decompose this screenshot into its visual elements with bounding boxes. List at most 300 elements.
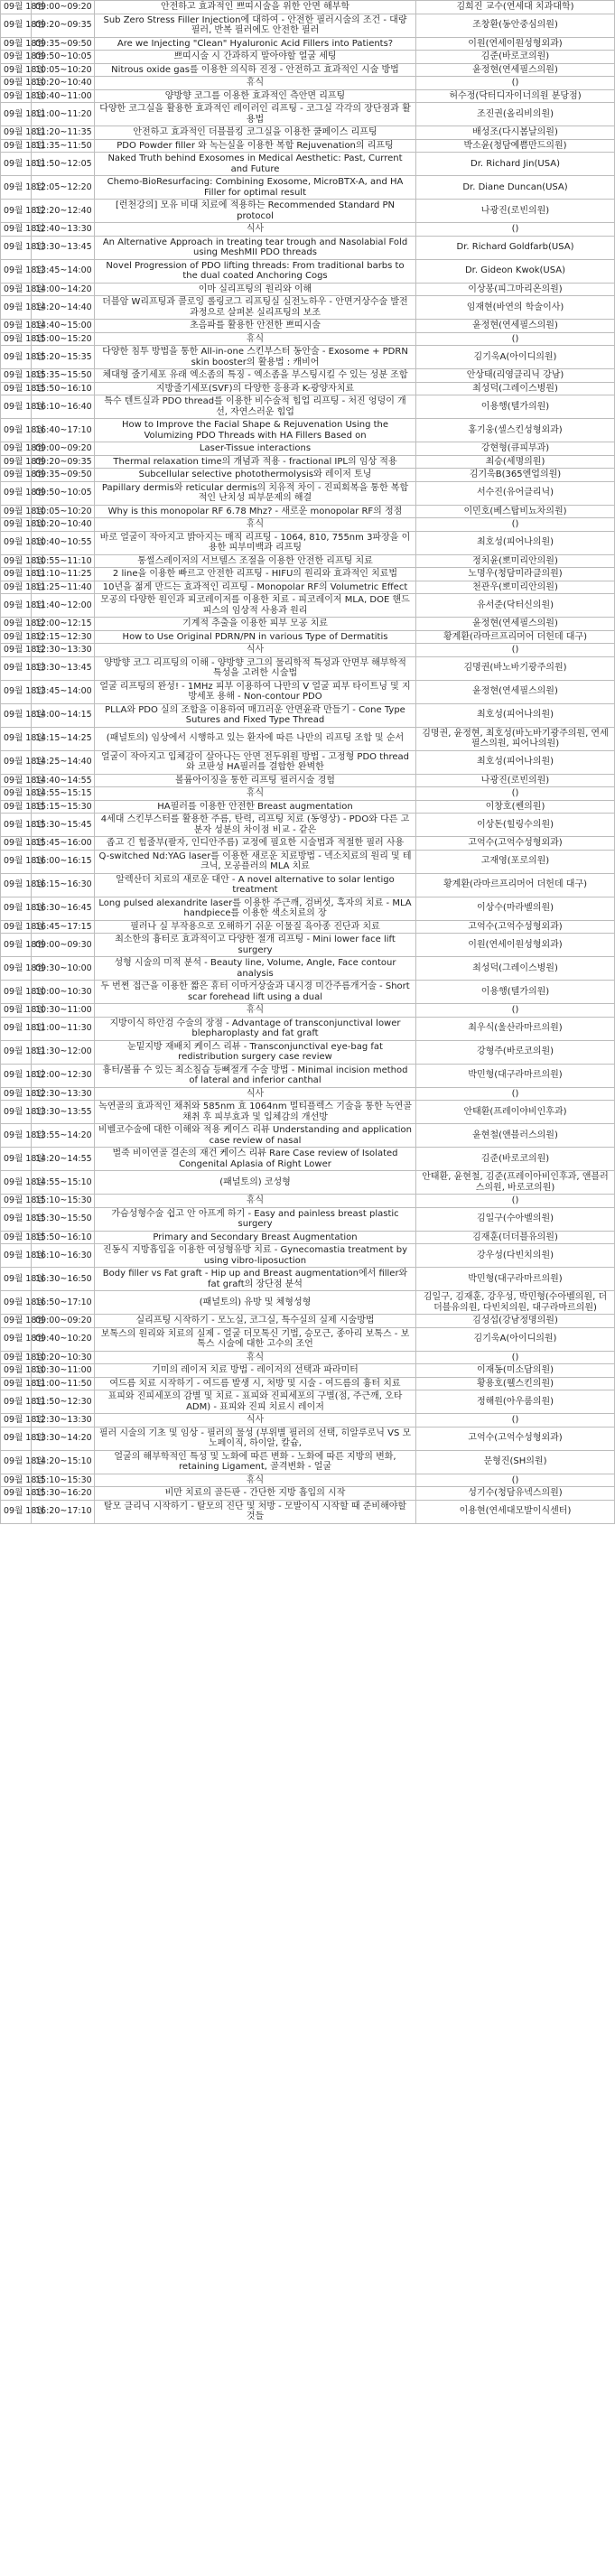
session-speaker: 김명권, 윤정현, 최호성(바노바기광주의원, 연세필스의원, 피어나의원) [416, 727, 615, 750]
schedule-row [1, 89, 615, 103]
session-speaker: 김기욱A(아이디의원) [416, 1327, 615, 1351]
session-speaker: () [416, 332, 615, 346]
schedule-row [1, 14, 615, 37]
session-topic: 가슴성형수술 쉽고 안 아프게 하기 - Easy and painless breast plastic surgery [95, 1207, 416, 1231]
session-time: 09:30~10:00 [32, 957, 95, 981]
session-topic: 안전하고 효과적인 쁘띠시술을 위한 안면 해부학 [95, 1, 416, 14]
session-topic: 다양한 침투 방법을 통한 All-in-one 스킨부스터 동안술 - Exosome + PDRN skin booster의 활용법 : 캐비어 [95, 346, 416, 369]
session-time: 15:10~15:30 [32, 1195, 95, 1208]
session-time: 16:40~17:10 [32, 419, 95, 442]
schedule-row [1, 283, 615, 296]
session-speaker: 유서준(닥터신의원) [416, 594, 615, 618]
schedule-row [1, 1377, 615, 1390]
session-topic: 벌죽 비이연골 결손의 재건 케이스 리뷰 Rare Case review of Isolated Congenital Aplasia of Right Lower [95, 1148, 416, 1171]
session-time: 14:20~14:40 [32, 296, 95, 320]
session-speaker: 최호성(피어나의원) [416, 703, 615, 727]
session-topic: 다양한 코그실을 활용한 효과적인 레이러인 리프팅 - 코그실 각각의 장단점과 활용법 [95, 103, 416, 126]
session-speaker: () [416, 1414, 615, 1427]
session-topic: 안전하고 효과적인 더블블킹 코그실을 이용한 쿨페이스 리프팅 [95, 126, 416, 140]
session-speaker: 박민형(대구라마르의원) [416, 1268, 615, 1291]
session-speaker: 김준(바로코의원) [416, 1148, 615, 1171]
session-speaker: 윤정현(연세필스의원) [416, 680, 615, 703]
session-speaker: 천관우(뽀미리안의원) [416, 581, 615, 594]
session-topic: Body filler vs Fat graft - Hip up and Breast augmentation에서 filler와 fat graft의 장단점 분석 [95, 1268, 416, 1291]
session-date: 09월 18일 [1, 680, 32, 703]
session-date: 09월 18일 [1, 1195, 32, 1208]
session-speaker: 김준(바로코의원) [416, 51, 615, 64]
session-date: 09월 18일 [1, 630, 32, 644]
schedule-row [1, 1124, 615, 1148]
schedule-row [1, 1390, 615, 1414]
schedule-row [1, 518, 615, 532]
session-topic: Papillary dermis와 reticular dermis의 치유적 차이 - 진피회복을 통한 복합적인 난치성 피부문제의 해결 [95, 481, 416, 505]
session-topic: 체대형 줄기세포 유래 엑소좀의 특징 - 엑소좀을 부스팅시킬 수 있는 성분 조합 [95, 369, 416, 383]
session-time: 09:20~09:35 [32, 14, 95, 37]
session-date: 09월 18일 [1, 200, 32, 223]
session-topic: 바로 얼굴이 작아지고 밝아지는 매직 리프팅 - 1064, 810, 755nm 3파장을 이용한 피부미백과 리프팅 [95, 531, 416, 554]
session-time: 11:00~11:50 [32, 1377, 95, 1390]
session-speaker: 강현형(큐피부과) [416, 442, 615, 456]
session-speaker: 황계환(라마르프리머어 더헌데 대구) [416, 873, 615, 897]
schedule-row [1, 873, 615, 897]
session-speaker: 배성조(다시봄날의원) [416, 126, 615, 140]
schedule-row [1, 77, 615, 90]
session-speaker: 고억수(고억수성형외과) [416, 1427, 615, 1450]
session-speaker: 강형주(바로코의원) [416, 1040, 615, 1064]
session-time: 09:40~10:20 [32, 1327, 95, 1351]
session-date: 09월 18일 [1, 920, 32, 934]
session-topic: 통썰스레이저의 서브텔스 조절을 이용한 안전한 리프팅 치료 [95, 554, 416, 568]
session-speaker: () [416, 1474, 615, 1487]
session-date: 09월 18일 [1, 814, 32, 837]
session-topic: 기미의 레이저 치료 방법 - 레이저의 선택과 파라미터 [95, 1364, 416, 1378]
schedule-row [1, 1231, 615, 1244]
session-date: 09월 18일 [1, 1291, 32, 1315]
session-topic: 양방향 코그 리프팅의 이해 - 양방향 코그의 물리학적 특성과 안면부 해부학적 특성을 고려한 시술법 [95, 656, 416, 680]
session-speaker: 강우성(다빈치의원) [416, 1244, 615, 1268]
session-speaker: 고억수(고억수성형외과) [416, 920, 615, 934]
session-date: 09월 18일 [1, 1004, 32, 1018]
session-date: 09월 18일 [1, 395, 32, 419]
session-date: 09월 18일 [1, 296, 32, 320]
session-time: 11:20~11:35 [32, 126, 95, 140]
schedule-row [1, 897, 615, 920]
session-time: 11:50~12:30 [32, 1390, 95, 1414]
session-time: 09:00~09:20 [32, 442, 95, 456]
session-topic: 특수 텐트실과 PDO thread를 이용한 비수술적 힙업 리프팅 - 처진 엉덩이 개선, 자연스러운 힙업 [95, 395, 416, 419]
session-date: 09월 18일 [1, 850, 32, 873]
session-speaker: 안태환, 윤현철, 김준(프레이아비인후과, 앤블러스의원, 바로코의원) [416, 1171, 615, 1195]
schedule-row [1, 346, 615, 369]
session-date: 09월 18일 [1, 1315, 32, 1328]
session-topic: 얼굴의 해부학적인 특성 및 노화에 따른 변화 - 노화에 따른 지방의 변화, retaining Ligament, 골격변화 - 얼굴 [95, 1450, 416, 1474]
session-date: 09월 18일 [1, 897, 32, 920]
session-time: 13:30~13:45 [32, 236, 95, 259]
session-speaker: 임재현(바연의 학술이사) [416, 296, 615, 320]
schedule-row [1, 850, 615, 873]
session-speaker: 최호성(피어나의원) [416, 531, 615, 554]
session-speaker: () [416, 644, 615, 657]
session-date: 09월 18일 [1, 419, 32, 442]
schedule-row [1, 481, 615, 505]
session-time: 16:20~17:10 [32, 1500, 95, 1523]
session-date: 09월 18일 [1, 581, 32, 594]
session-time: 15:30~15:45 [32, 814, 95, 837]
session-date: 09월 18일 [1, 63, 32, 77]
schedule-row [1, 920, 615, 934]
schedule-row [1, 505, 615, 518]
session-time: 15:20~15:35 [32, 346, 95, 369]
session-topic: Q-switched Nd:YAG laser를 이용한 새로운 치료방법 - 넥소치료의 원리 및 테크닉, 모공플러의 MLA 치료 [95, 850, 416, 873]
session-time: 13:45~14:00 [32, 680, 95, 703]
session-topic: 여드름 치료 시작하기 - 여드름 발생 시, 처방 및 시술 - 여드름의 흉터 치료 [95, 1377, 416, 1390]
session-time: 10:40~10:55 [32, 531, 95, 554]
schedule-row [1, 395, 615, 419]
schedule-row [1, 176, 615, 200]
session-topic: 식사 [95, 223, 416, 237]
schedule-row [1, 774, 615, 787]
session-topic: 쁘띠시술 시 간과하지 말아야할 얼굴 세팅 [95, 51, 416, 64]
session-speaker: 안상태(리영클리닉 강남) [416, 369, 615, 383]
session-time: 10:05~10:20 [32, 505, 95, 518]
session-date: 09월 18일 [1, 568, 32, 581]
session-time: 12:30~13:30 [32, 1414, 95, 1427]
session-date: 09월 18일 [1, 103, 32, 126]
session-topic: Thermal relaxation time의 개념과 적용 - fractional IPL의 임상 적용 [95, 455, 416, 469]
session-date: 09월 18일 [1, 332, 32, 346]
session-speaker: 정해원(아우룸의원) [416, 1390, 615, 1414]
session-topic: PLLA와 PDO 실의 조합을 이용하여 매끄러운 안면윤곽 만들기 - Cone Type Sutures and Fixed Type Thread [95, 703, 416, 727]
session-date: 09월 18일 [1, 644, 32, 657]
session-time: 10:20~10:40 [32, 77, 95, 90]
schedule-row [1, 320, 615, 333]
schedule-row [1, 1500, 615, 1523]
session-speaker: 최호성(피어나의원) [416, 750, 615, 774]
session-time: 10:20~10:40 [32, 518, 95, 532]
session-topic: Nitrous oxide gas를 이용한 의식하 진정 - 안전하고 효과적인 시술 방법 [95, 63, 416, 77]
session-topic: 양방향 코그를 이용한 효과적인 측안면 리프팅 [95, 89, 416, 103]
schedule-row [1, 296, 615, 320]
session-date: 09월 18일 [1, 981, 32, 1004]
session-date: 09월 18일 [1, 1500, 32, 1523]
schedule-row [1, 419, 615, 442]
session-time: 16:50~17:10 [32, 1291, 95, 1315]
session-time: 12:30~13:30 [32, 1087, 95, 1101]
session-topic: 휴식 [95, 1474, 416, 1487]
session-time: 16:10~16:40 [32, 395, 95, 419]
session-date: 09월 18일 [1, 139, 32, 153]
session-date: 09월 18일 [1, 455, 32, 469]
session-speaker: Dr. Richard Goldfarb(USA) [416, 236, 615, 259]
session-topic: 4세대 스킨부스터를 활용한 주름, 탄력, 리프팅 치료 (동영상) - PDO와 다른 고분자 성분의 차이점 비교 - 같은 [95, 814, 416, 837]
session-topic: 탈모 클리닉 시작하기 - 탈모의 진단 및 처방 - 모발이식 시작할 때 준비해야할 것들 [95, 1500, 416, 1523]
session-speaker: () [416, 787, 615, 801]
schedule-row [1, 1004, 615, 1018]
session-date: 09월 18일 [1, 957, 32, 981]
session-time: 13:30~14:20 [32, 1427, 95, 1450]
schedule-row [1, 934, 615, 957]
session-time: 13:45~14:00 [32, 259, 95, 283]
session-topic: Are we Injecting "Clean" Hyaluronic Acid Fillers into Patients? [95, 37, 416, 51]
session-date: 09월 18일 [1, 531, 32, 554]
session-time: 16:45~17:15 [32, 920, 95, 934]
session-topic: (패널토의) 유방 및 체형성형 [95, 1291, 416, 1315]
session-time: 15:30~15:50 [32, 1207, 95, 1231]
session-topic: 볼륨아이징을 통한 리프팅 필러시술 경험 [95, 774, 416, 787]
schedule-row [1, 656, 615, 680]
session-speaker: Dr. Gideon Kwok(USA) [416, 259, 615, 283]
session-date: 09월 18일 [1, 153, 32, 176]
session-date: 09월 18일 [1, 518, 32, 532]
session-topic: 얼굴이 작아지고 입체감이 살아나는 안면 전두위원 방법 - 고정형 PDO thread와 코판성 HA필러를 결합한 완벽한 [95, 750, 416, 774]
session-date: 09월 18일 [1, 618, 32, 631]
schedule-row [1, 644, 615, 657]
schedule-row [1, 332, 615, 346]
session-topic: (패널토의) 임상에서 시행하고 있는 환자에 따른 나만의 리프팅 조합 및 순서 [95, 727, 416, 750]
session-topic: 휴식 [95, 77, 416, 90]
session-topic: 최소한의 흉터로 효과적이고 다양한 절개 리프팅 - Mini lower face lift surgery [95, 934, 416, 957]
session-speaker: () [416, 1351, 615, 1364]
session-date: 09월 18일 [1, 1474, 32, 1487]
session-topic: 10년을 젊게 만드는 효과적인 리프팅 - Monopolar RF의 Volumetric Effect [95, 581, 416, 594]
session-topic: Naked Truth behind Exosomes in Medical Aesthetic: Past, Current and Future [95, 153, 416, 176]
session-date: 09월 18일 [1, 77, 32, 90]
session-time: 14:20~15:10 [32, 1450, 95, 1474]
session-speaker: 윤현철(앤블러스의원) [416, 1124, 615, 1148]
session-speaker: 이상봉(피그마리온의원) [416, 283, 615, 296]
session-time: 09:50~10:05 [32, 51, 95, 64]
session-date: 09월 18일 [1, 703, 32, 727]
schedule-row [1, 568, 615, 581]
session-time: 12:00~12:30 [32, 1064, 95, 1087]
session-speaker: 조진권(올리비의원) [416, 103, 615, 126]
session-speaker: () [416, 518, 615, 532]
session-speaker: Dr. Richard Jin(USA) [416, 153, 615, 176]
session-speaker: 이상수(마라벨의원) [416, 897, 615, 920]
session-topic: 비만 치료의 골든판 - 간단한 지방 흡입의 시작 [95, 1487, 416, 1501]
schedule-row [1, 1207, 615, 1231]
schedule-row [1, 1427, 615, 1450]
session-date: 09월 18일 [1, 774, 32, 787]
session-date: 09월 18일 [1, 223, 32, 237]
session-time: 12:05~12:20 [32, 176, 95, 200]
session-date: 09월 18일 [1, 1101, 32, 1124]
session-speaker: 박소윤(청담예쁨만드의원) [416, 139, 615, 153]
session-topic: Sub Zero Stress Filler Injection에 대하여 - 안전한 필러시술의 조건 - 대량 필러, 반복 필러에도 안전한 필러 [95, 14, 416, 37]
session-date: 09월 18일 [1, 1487, 32, 1501]
schedule-row [1, 594, 615, 618]
schedule-row [1, 1195, 615, 1208]
session-speaker: 김재훈(더더블유의원) [416, 1231, 615, 1244]
session-topic: 휴식 [95, 1351, 416, 1364]
session-date: 09월 18일 [1, 89, 32, 103]
session-time: 11:40~12:00 [32, 594, 95, 618]
session-speaker: () [416, 77, 615, 90]
session-speaker: 이민호(베스탑비뇨차의원) [416, 505, 615, 518]
schedule-row [1, 382, 615, 395]
schedule-row [1, 369, 615, 383]
session-date: 09월 18일 [1, 800, 32, 814]
session-time: 10:20~10:30 [32, 1351, 95, 1364]
session-speaker: 허수정(닥터디자이너의원 분당점) [416, 89, 615, 103]
session-topic: Subcellular selective photothermolysis와 레이저 토닝 [95, 469, 416, 482]
session-time: 15:45~16:00 [32, 837, 95, 851]
session-time: 09:00~09:30 [32, 934, 95, 957]
schedule-row [1, 1268, 615, 1291]
schedule-row [1, 1040, 615, 1064]
session-speaker: 이원(연세이원성형외과) [416, 37, 615, 51]
schedule-row [1, 200, 615, 223]
session-topic: 얼굴 리프팅의 완성! - 1MHz 피부 이용하여 나만의 V 얼굴 피부 타이트닝 및 지방세포 용해 - Non-contour PDO [95, 680, 416, 703]
session-topic: 흉터/볼륨 수 있는 최소침습 등뼈절개 수술 방법 - Minimal incision method of lateral and inferior canthal [95, 1064, 416, 1087]
session-date: 09월 18일 [1, 1040, 32, 1064]
schedule-row [1, 1364, 615, 1378]
session-time: 09:20~09:35 [32, 455, 95, 469]
session-speaker: 서수진(유어클리닉) [416, 481, 615, 505]
session-date: 09월 18일 [1, 442, 32, 456]
session-time: 15:15~15:30 [32, 800, 95, 814]
schedule-row [1, 981, 615, 1004]
schedule-row [1, 1, 615, 14]
schedule-row [1, 236, 615, 259]
schedule-row [1, 63, 615, 77]
schedule-row [1, 1064, 615, 1087]
schedule-row [1, 37, 615, 51]
session-topic: Primary and Secondary Breast Augmentation [95, 1231, 416, 1244]
schedule-row [1, 837, 615, 851]
session-speaker: () [416, 1087, 615, 1101]
session-time: 12:20~12:40 [32, 200, 95, 223]
session-date: 09월 18일 [1, 1327, 32, 1351]
schedule-row [1, 126, 615, 140]
session-speaker: 윤정현(연세필스의원) [416, 320, 615, 333]
session-time: 11:25~11:40 [32, 581, 95, 594]
session-topic: 휴식 [95, 332, 416, 346]
session-topic: HA필러를 이용한 안전한 Breast augmentation [95, 800, 416, 814]
session-topic: Why is this monopolar RF 6.78 Mhz? - 새로운 monopolar RF의 정점 [95, 505, 416, 518]
session-speaker: 김희진 교수(연세대 치과대학) [416, 1, 615, 14]
session-topic: 지방이식 하안검 수술의 장점 - Advantage of transconjunctival lower blepharoplasty and fat graft [95, 1017, 416, 1040]
session-topic: 필러 시술의 기초 및 임상 - 필러의 물성 (부위별 필러의 선택, 히알루로닉 VS 모노페이직, 하이알, 칼슘, [95, 1427, 416, 1450]
session-date: 09월 18일 [1, 1427, 32, 1450]
session-time: 15:00~15:20 [32, 332, 95, 346]
session-topic: PDO Powder filler 와 녹는실을 이용한 복합 Rejuvenation의 리프팅 [95, 139, 416, 153]
session-speaker: 이재동(미소담의원) [416, 1364, 615, 1378]
schedule-row [1, 1087, 615, 1101]
session-time: 10:00~10:30 [32, 981, 95, 1004]
session-date: 09월 18일 [1, 727, 32, 750]
session-date: 09월 18일 [1, 934, 32, 957]
session-time: 11:35~11:50 [32, 139, 95, 153]
schedule-row [1, 1244, 615, 1268]
session-speaker: () [416, 223, 615, 237]
session-topic: 보톡스의 원리와 치료의 실제 - 얼굴 더모톡신 기법, 승모근, 종아리 보톡스 - 보톡스 시술에 대한 고수의 조언 [95, 1327, 416, 1351]
schedule-row [1, 680, 615, 703]
session-speaker: 최성덕(그레이스병원) [416, 382, 615, 395]
session-date: 09월 18일 [1, 1207, 32, 1231]
session-date: 09월 18일 [1, 505, 32, 518]
schedule-row [1, 1315, 615, 1328]
session-speaker: 안태환(프레이야비인후과) [416, 1101, 615, 1124]
session-time: 16:00~16:15 [32, 850, 95, 873]
session-date: 09월 18일 [1, 656, 32, 680]
session-time: 16:10~16:30 [32, 1244, 95, 1268]
session-date: 09월 18일 [1, 320, 32, 333]
session-topic: Long pulsed alexandrite laser를 이용한 주근깨, 검버섯, 흑자의 치료 - MLA handpiece를 이용한 색소치료의 장 [95, 897, 416, 920]
session-time: 16:30~16:45 [32, 897, 95, 920]
session-topic: 초음파를 활용한 안전한 쁘띠시술 [95, 320, 416, 333]
session-topic: 휴식 [95, 787, 416, 801]
session-speaker: () [416, 1195, 615, 1208]
session-time: 11:30~12:00 [32, 1040, 95, 1064]
session-speaker: 조창환(동안중심의원) [416, 14, 615, 37]
session-time: 11:50~12:05 [32, 153, 95, 176]
session-date: 09월 18일 [1, 1148, 32, 1171]
session-topic: 좁고 긴 힘줄부(팔자, 인디안주름) 교정에 필요한 시술법과 적절한 필러 사용 [95, 837, 416, 851]
schedule-row [1, 630, 615, 644]
session-time: 11:00~11:20 [32, 103, 95, 126]
session-speaker: () [416, 1004, 615, 1018]
session-speaker: 홍기웅(셀스킨성형외과) [416, 419, 615, 442]
session-speaker: 성기수(청담유넥스의원) [416, 1487, 615, 1501]
session-date: 09월 18일 [1, 37, 32, 51]
session-time: 13:55~14:20 [32, 1124, 95, 1148]
schedule-row [1, 1487, 615, 1501]
session-speaker: 김일구(수아벨의원) [416, 1207, 615, 1231]
schedule-row [1, 1101, 615, 1124]
session-time: 12:40~13:30 [32, 223, 95, 237]
session-time: 09:00~09:20 [32, 1315, 95, 1328]
session-time: 10:05~10:20 [32, 63, 95, 77]
session-topic: 식사 [95, 644, 416, 657]
session-topic: How to Use Original PDRN/PN in various Type of Dermatitis [95, 630, 416, 644]
session-time: 13:30~13:55 [32, 1101, 95, 1124]
schedule-row [1, 1474, 615, 1487]
session-topic: 식사 [95, 1414, 416, 1427]
session-topic: 눈밑지방 재배치 케이스 리뷰 - Transconjunctival eye-bag fat redistribution surgery case review [95, 1040, 416, 1064]
session-speaker: 이용행(텔가의원) [416, 395, 615, 419]
session-topic: 비벨코수술에 대한 이해와 적용 케이스 리뷰 Understanding and application case review of nasal [95, 1124, 416, 1148]
session-topic: Laser-Tissue interactions [95, 442, 416, 456]
session-date: 09월 18일 [1, 176, 32, 200]
session-date: 09월 18일 [1, 1450, 32, 1474]
session-date: 09월 18일 [1, 14, 32, 37]
session-time: 14:25~14:40 [32, 750, 95, 774]
session-date: 09월 18일 [1, 837, 32, 851]
session-date: 09월 18일 [1, 283, 32, 296]
session-date: 09월 18일 [1, 1377, 32, 1390]
session-time: 14:00~14:20 [32, 283, 95, 296]
schedule-row [1, 223, 615, 237]
session-topic: 녹연골의 효과적인 채취와 585nm 효 1064nm 멀티플렉스 기술을 통한 녹연골 채취 후 피부효과 및 입체감의 개선방 [95, 1101, 416, 1124]
session-date: 09월 18일 [1, 787, 32, 801]
session-speaker: 황용호(웰스킨의원) [416, 1377, 615, 1390]
session-topic: 2 line을 이용한 빠르고 안전한 리프팅 - HIFU의 원리와 효과적인 치료법 [95, 568, 416, 581]
session-topic: 기계적 추출을 이용한 피부 모공 치료 [95, 618, 416, 631]
session-speaker: 김기욱A(아이디의원) [416, 346, 615, 369]
session-speaker: 노명우(청담미라클의원) [416, 568, 615, 581]
session-date: 09월 18일 [1, 1390, 32, 1414]
schedule-row [1, 957, 615, 981]
session-time: 10:55~11:10 [32, 554, 95, 568]
schedule-row [1, 1148, 615, 1171]
session-topic: 식사 [95, 1087, 416, 1101]
schedule-row [1, 581, 615, 594]
session-date: 09월 18일 [1, 750, 32, 774]
session-time: 12:00~12:15 [32, 618, 95, 631]
session-date: 09월 18일 [1, 51, 32, 64]
schedule-row [1, 554, 615, 568]
